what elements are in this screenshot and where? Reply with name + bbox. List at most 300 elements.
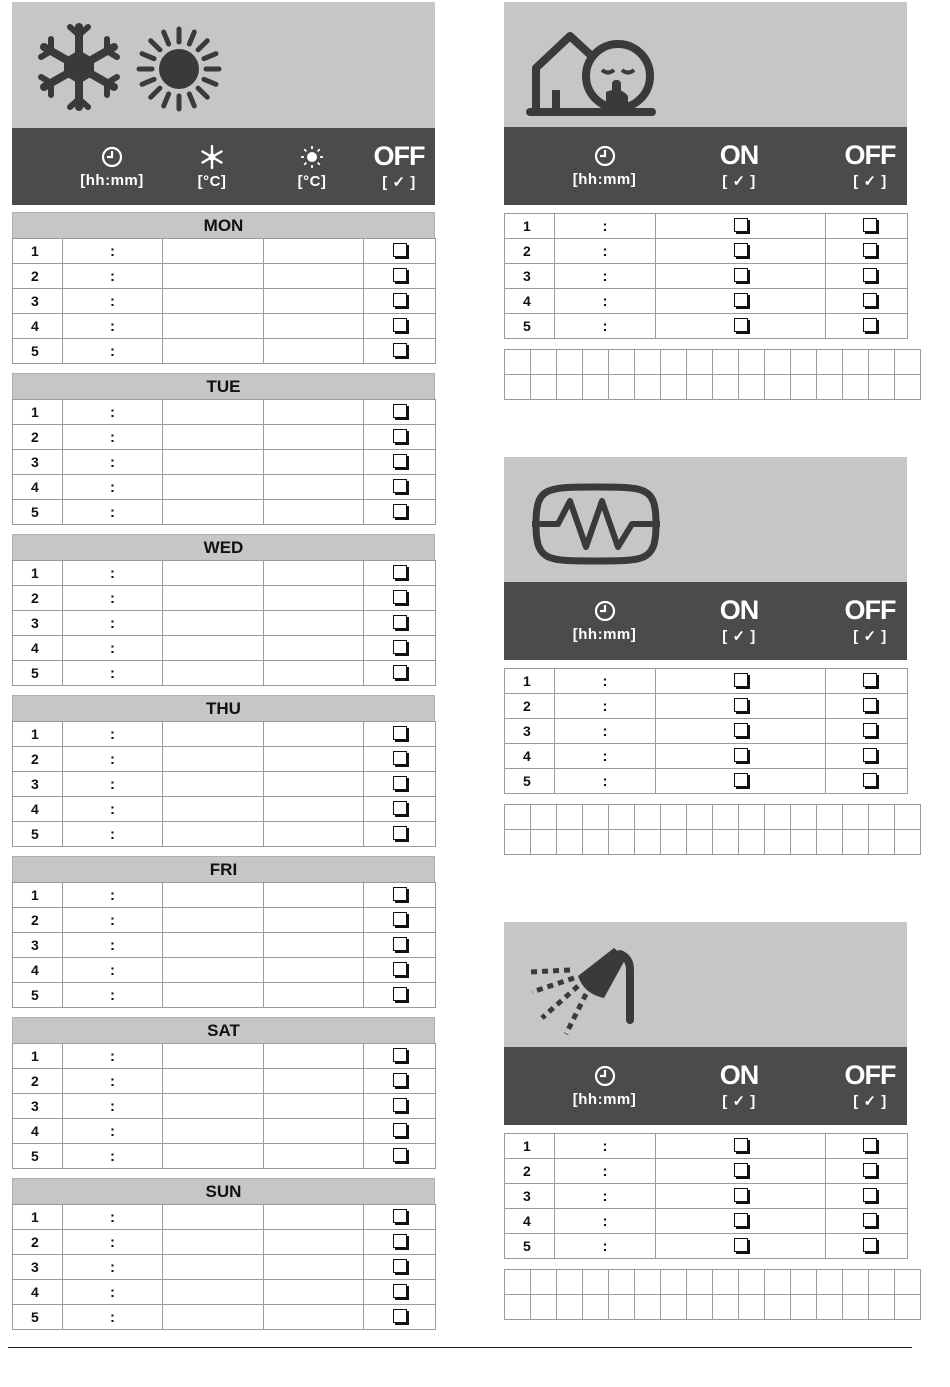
code-cell[interactable] <box>713 375 739 400</box>
time-input[interactable] <box>63 1255 163 1280</box>
day-label: THU <box>206 699 241 718</box>
code-cell[interactable] <box>869 1295 895 1320</box>
off-checkbox[interactable] <box>863 1188 877 1202</box>
code-cell[interactable] <box>635 830 661 855</box>
cool-temp-input[interactable] <box>163 661 264 686</box>
cool-temp-input[interactable] <box>163 1305 264 1330</box>
cool-temp-input[interactable] <box>163 772 264 797</box>
cool-temp-input[interactable] <box>163 425 264 450</box>
code-cell[interactable] <box>687 830 713 855</box>
cool-temp-input[interactable] <box>163 1144 264 1169</box>
off-checkbox[interactable] <box>393 1148 407 1162</box>
off-checkbox[interactable] <box>393 1098 407 1112</box>
heat-temp-input[interactable] <box>264 314 364 339</box>
code-cell[interactable] <box>791 1270 817 1295</box>
off-checkbox[interactable] <box>393 479 407 493</box>
time-input[interactable] <box>63 772 163 797</box>
cool-temp-input[interactable] <box>163 264 264 289</box>
on-checkbox[interactable] <box>734 243 748 257</box>
code-cell[interactable] <box>531 830 557 855</box>
on-checkbox[interactable] <box>734 723 748 737</box>
heat-temp-input[interactable] <box>264 933 364 958</box>
heat-temp-input[interactable] <box>264 611 364 636</box>
heat-temp-input[interactable] <box>264 908 364 933</box>
code-cell[interactable] <box>505 805 531 830</box>
cool-temp-input[interactable] <box>163 1205 264 1230</box>
off-cell <box>826 239 908 264</box>
off-checkbox[interactable] <box>393 665 407 679</box>
code-cell[interactable] <box>687 1295 713 1320</box>
time-input[interactable] <box>63 661 163 686</box>
code-cell[interactable] <box>557 350 583 375</box>
off-checkbox[interactable] <box>863 723 877 737</box>
code-cell[interactable] <box>843 350 869 375</box>
heat-temp-input[interactable] <box>264 636 364 661</box>
code-cell[interactable] <box>635 350 661 375</box>
code-cell[interactable] <box>791 805 817 830</box>
time-input[interactable] <box>63 797 163 822</box>
cool-temp-input[interactable] <box>163 239 264 264</box>
heat-temp-input[interactable] <box>264 1069 364 1094</box>
code-cell[interactable] <box>557 1270 583 1295</box>
off-checkbox[interactable] <box>393 726 407 740</box>
cool-temp-input[interactable] <box>163 908 264 933</box>
time-input[interactable] <box>555 1159 656 1184</box>
off-checkbox[interactable] <box>393 590 407 604</box>
code-cell[interactable] <box>895 350 921 375</box>
on-checkbox[interactable] <box>734 293 748 307</box>
time-input[interactable] <box>63 1119 163 1144</box>
time-input[interactable] <box>63 722 163 747</box>
on-checkbox[interactable] <box>734 218 748 232</box>
on-checkbox[interactable] <box>734 673 748 687</box>
time-input[interactable] <box>555 214 656 239</box>
heat-temp-input[interactable] <box>264 722 364 747</box>
off-checkbox[interactable] <box>393 937 407 951</box>
cool-temp-input[interactable] <box>163 1280 264 1305</box>
time-input[interactable] <box>63 339 163 364</box>
heat-temp-input[interactable] <box>264 561 364 586</box>
time-input[interactable] <box>555 1234 656 1259</box>
code-cell[interactable] <box>869 350 895 375</box>
code-cell[interactable] <box>609 1270 635 1295</box>
on-checkbox[interactable] <box>734 1188 748 1202</box>
code-cell[interactable] <box>583 375 609 400</box>
off-checkbox[interactable] <box>393 826 407 840</box>
heat-temp-input[interactable] <box>264 1119 364 1144</box>
time-input[interactable] <box>555 1134 656 1159</box>
time-input[interactable] <box>63 239 163 264</box>
time-input[interactable] <box>63 425 163 450</box>
code-cell[interactable] <box>843 1295 869 1320</box>
code-cell[interactable] <box>531 805 557 830</box>
code-cell[interactable] <box>583 350 609 375</box>
code-cell[interactable] <box>739 1270 765 1295</box>
code-cell[interactable] <box>531 1270 557 1295</box>
code-cell[interactable] <box>843 1270 869 1295</box>
cool-temp-input[interactable] <box>163 1044 264 1069</box>
heat-temp-input[interactable] <box>264 586 364 611</box>
code-cell[interactable] <box>661 350 687 375</box>
code-cell[interactable] <box>869 805 895 830</box>
heat-temp-input[interactable] <box>264 983 364 1008</box>
code-cell[interactable] <box>791 1295 817 1320</box>
off-checkbox[interactable] <box>393 962 407 976</box>
on-checkbox[interactable] <box>734 748 748 762</box>
code-cell[interactable] <box>609 350 635 375</box>
heat-temp-input[interactable] <box>264 1280 364 1305</box>
off-checkbox[interactable] <box>393 912 407 926</box>
off-cell <box>364 450 436 475</box>
time-input[interactable] <box>63 314 163 339</box>
code-cell[interactable] <box>661 805 687 830</box>
off-checkbox[interactable] <box>393 615 407 629</box>
heat-temp-input[interactable] <box>264 475 364 500</box>
heat-temp-input[interactable] <box>264 772 364 797</box>
off-checkbox[interactable] <box>863 748 877 762</box>
code-cell[interactable] <box>791 375 817 400</box>
time-input[interactable] <box>63 1094 163 1119</box>
off-checkbox[interactable] <box>393 1234 407 1248</box>
cool-temp-input[interactable] <box>163 1230 264 1255</box>
code-cell[interactable] <box>869 830 895 855</box>
cool-temp-input[interactable] <box>163 933 264 958</box>
code-cell[interactable] <box>609 375 635 400</box>
time-input[interactable] <box>63 586 163 611</box>
cool-temp-input[interactable] <box>163 797 264 822</box>
code-cell[interactable] <box>687 350 713 375</box>
cool-temp-input[interactable] <box>163 586 264 611</box>
code-cell[interactable] <box>895 830 921 855</box>
on-checkbox[interactable] <box>734 1238 748 1252</box>
off-checkbox[interactable] <box>863 243 877 257</box>
time-input[interactable] <box>63 1205 163 1230</box>
code-cell[interactable] <box>583 830 609 855</box>
cool-temp-input[interactable] <box>163 958 264 983</box>
code-cell[interactable] <box>765 350 791 375</box>
time-input[interactable] <box>555 669 656 694</box>
time-input[interactable] <box>63 636 163 661</box>
off-checkbox[interactable] <box>863 1163 877 1177</box>
off-checkbox[interactable] <box>393 776 407 790</box>
time-input[interactable] <box>63 1280 163 1305</box>
code-cell[interactable] <box>713 830 739 855</box>
off-checkbox[interactable] <box>393 565 407 579</box>
off-checkbox[interactable] <box>393 1209 407 1223</box>
cool-temp-input[interactable] <box>163 1069 264 1094</box>
code-cell[interactable] <box>895 805 921 830</box>
heat-temp-input[interactable] <box>264 425 364 450</box>
left-header-band <box>12 128 435 205</box>
on-cell <box>656 744 826 769</box>
code-cell[interactable] <box>505 350 531 375</box>
off-checkbox[interactable] <box>393 268 407 282</box>
code-cell[interactable] <box>661 1270 687 1295</box>
off-checkbox[interactable] <box>393 404 407 418</box>
off-checkbox[interactable] <box>863 698 877 712</box>
code-cell[interactable] <box>531 375 557 400</box>
row-number: 4 <box>13 1280 63 1305</box>
code-cell[interactable] <box>739 350 765 375</box>
code-cell[interactable] <box>635 805 661 830</box>
schedule-row <box>13 747 436 772</box>
heat-temp-input[interactable] <box>264 797 364 822</box>
schedule-row <box>13 958 436 983</box>
code-cell[interactable] <box>687 375 713 400</box>
code-cell[interactable] <box>791 830 817 855</box>
code-cell[interactable] <box>531 1295 557 1320</box>
code-cell[interactable] <box>635 1270 661 1295</box>
code-cell[interactable] <box>869 375 895 400</box>
row-number: 1 <box>13 1044 63 1069</box>
code-cell[interactable] <box>765 1270 791 1295</box>
code-cell[interactable] <box>895 1270 921 1295</box>
time-input[interactable] <box>63 747 163 772</box>
code-cell[interactable] <box>765 1295 791 1320</box>
heat-temp-input[interactable] <box>264 747 364 772</box>
time-input[interactable] <box>63 958 163 983</box>
off-checkbox[interactable] <box>393 1284 407 1298</box>
heat-temp-input[interactable] <box>264 339 364 364</box>
heat-temp-input[interactable] <box>264 1094 364 1119</box>
time-input[interactable] <box>555 769 656 794</box>
on-checkbox[interactable] <box>734 1138 748 1152</box>
heat-temp-input[interactable] <box>264 1205 364 1230</box>
heat-temp-input[interactable] <box>264 1305 364 1330</box>
time-input[interactable] <box>63 289 163 314</box>
code-cell[interactable] <box>661 375 687 400</box>
time-input[interactable] <box>63 264 163 289</box>
code-cell[interactable] <box>843 830 869 855</box>
time-input[interactable] <box>63 475 163 500</box>
off-checkbox[interactable] <box>393 1048 407 1062</box>
code-cell[interactable] <box>635 1295 661 1320</box>
code-cell[interactable] <box>817 375 843 400</box>
time-input[interactable] <box>555 314 656 339</box>
time-input[interactable] <box>63 1069 163 1094</box>
code-cell[interactable] <box>505 375 531 400</box>
row-number: 3 <box>505 264 555 289</box>
off-checkbox[interactable] <box>393 504 407 518</box>
code-cell[interactable] <box>791 350 817 375</box>
time-input[interactable] <box>63 611 163 636</box>
cool-temp-input[interactable] <box>163 1119 264 1144</box>
off-checkbox[interactable] <box>393 801 407 815</box>
on-cell <box>656 264 826 289</box>
heat-temp-input[interactable] <box>264 1144 364 1169</box>
code-cell[interactable] <box>817 830 843 855</box>
code-cell[interactable] <box>713 1295 739 1320</box>
code-cell[interactable] <box>583 1270 609 1295</box>
code-cell[interactable] <box>557 805 583 830</box>
code-cell[interactable] <box>843 805 869 830</box>
code-cell[interactable] <box>557 375 583 400</box>
time-input[interactable] <box>63 400 163 425</box>
code-cell[interactable] <box>765 805 791 830</box>
code-cell[interactable] <box>583 1295 609 1320</box>
off-checkbox[interactable] <box>393 1073 407 1087</box>
heat-temp-input[interactable] <box>264 450 364 475</box>
code-cell[interactable] <box>843 375 869 400</box>
code-cell[interactable] <box>817 1295 843 1320</box>
cool-temp-input[interactable] <box>163 983 264 1008</box>
code-cell[interactable] <box>557 830 583 855</box>
time-input[interactable] <box>555 264 656 289</box>
on-checkbox[interactable] <box>734 698 748 712</box>
code-cell[interactable] <box>713 350 739 375</box>
heat-temp-input[interactable] <box>264 1230 364 1255</box>
off-checkbox[interactable] <box>393 454 407 468</box>
time-input[interactable] <box>555 1209 656 1234</box>
time-input[interactable] <box>63 883 163 908</box>
code-cell[interactable] <box>895 375 921 400</box>
code-cell[interactable] <box>895 1295 921 1320</box>
code-cell[interactable] <box>609 805 635 830</box>
code-cell[interactable] <box>765 375 791 400</box>
time-input[interactable] <box>555 239 656 264</box>
code-cell[interactable] <box>531 350 557 375</box>
schedule-row <box>13 1205 436 1230</box>
code-cell[interactable] <box>713 805 739 830</box>
code-cell[interactable] <box>687 805 713 830</box>
off-checkbox[interactable] <box>393 640 407 654</box>
cool-temp-input[interactable] <box>163 289 264 314</box>
heat-temp-input[interactable] <box>264 264 364 289</box>
on-checkbox[interactable] <box>734 318 748 332</box>
off-checkbox[interactable] <box>393 887 407 901</box>
time-input[interactable] <box>555 1184 656 1209</box>
off-checkbox[interactable] <box>393 293 407 307</box>
cool-temp-input[interactable] <box>163 450 264 475</box>
cool-temp-input[interactable] <box>163 611 264 636</box>
time-input[interactable] <box>63 933 163 958</box>
off-checkbox[interactable] <box>863 1238 877 1252</box>
cool-temp-input[interactable] <box>163 314 264 339</box>
cool-temp-input[interactable] <box>163 475 264 500</box>
off-checkbox[interactable] <box>393 243 407 257</box>
off-checkbox[interactable] <box>863 218 877 232</box>
time-input[interactable] <box>555 694 656 719</box>
off-checkbox[interactable] <box>393 1123 407 1137</box>
code-cell[interactable] <box>583 805 609 830</box>
heat-temp-input[interactable] <box>264 822 364 847</box>
code-cell[interactable] <box>765 830 791 855</box>
code-cell[interactable] <box>609 830 635 855</box>
cool-temp-input[interactable] <box>163 1094 264 1119</box>
code-cell[interactable] <box>817 805 843 830</box>
cool-temp-input[interactable] <box>163 883 264 908</box>
code-cell[interactable] <box>687 1270 713 1295</box>
off-checkbox[interactable] <box>393 1259 407 1273</box>
time-input[interactable] <box>63 500 163 525</box>
row-number: 1 <box>13 561 63 586</box>
heat-temp-input[interactable] <box>264 400 364 425</box>
cool-temp-input[interactable] <box>163 1255 264 1280</box>
off-checkbox[interactable] <box>393 429 407 443</box>
heat-temp-input[interactable] <box>264 661 364 686</box>
cool-temp-input[interactable] <box>163 747 264 772</box>
off-checkbox[interactable] <box>863 773 877 787</box>
time-input[interactable] <box>63 450 163 475</box>
heat-temp-input[interactable] <box>264 1044 364 1069</box>
code-cell[interactable] <box>505 1295 531 1320</box>
off-checkbox[interactable] <box>863 1213 877 1227</box>
code-cell[interactable] <box>661 1295 687 1320</box>
cool-temp-input[interactable] <box>163 561 264 586</box>
code-cell[interactable] <box>817 350 843 375</box>
off-checkbox[interactable] <box>393 343 407 357</box>
on-checkbox[interactable] <box>734 1163 748 1177</box>
time-input[interactable] <box>63 983 163 1008</box>
off-checkbox[interactable] <box>863 268 877 282</box>
time-separator: : <box>110 664 115 682</box>
off-checkbox[interactable] <box>863 318 877 332</box>
code-cell[interactable] <box>635 375 661 400</box>
heat-temp-input[interactable] <box>264 500 364 525</box>
off-checkbox[interactable] <box>393 318 407 332</box>
code-cell[interactable] <box>661 830 687 855</box>
time-input[interactable] <box>63 908 163 933</box>
on-checkbox[interactable] <box>734 268 748 282</box>
on-checkbox[interactable] <box>734 773 748 787</box>
time-input[interactable] <box>555 719 656 744</box>
heat-temp-input[interactable] <box>264 883 364 908</box>
time-input[interactable] <box>555 289 656 314</box>
code-cell[interactable] <box>557 1295 583 1320</box>
day-header-6 <box>12 1178 435 1205</box>
code-cell[interactable] <box>739 805 765 830</box>
off-checkbox[interactable] <box>393 751 407 765</box>
code-cell[interactable] <box>609 1295 635 1320</box>
on-checkbox[interactable] <box>734 1213 748 1227</box>
code-cell[interactable] <box>505 830 531 855</box>
time-input[interactable] <box>63 561 163 586</box>
time-input[interactable] <box>63 1305 163 1330</box>
row-number: 3 <box>13 1255 63 1280</box>
heat-temp-input[interactable] <box>264 239 364 264</box>
time-input[interactable] <box>63 822 163 847</box>
cool-temp-input[interactable] <box>163 722 264 747</box>
code-cell[interactable] <box>739 1295 765 1320</box>
off-checkbox[interactable] <box>863 673 877 687</box>
cool-temp-input[interactable] <box>163 500 264 525</box>
heat-temp-input[interactable] <box>264 1255 364 1280</box>
off-checkbox[interactable] <box>393 1309 407 1323</box>
off-checkbox[interactable] <box>863 1138 877 1152</box>
code-cell[interactable] <box>505 1270 531 1295</box>
heat-temp-input[interactable] <box>264 958 364 983</box>
time-input[interactable] <box>63 1230 163 1255</box>
time-input[interactable] <box>63 1044 163 1069</box>
off-checkbox[interactable] <box>863 293 877 307</box>
code-cell[interactable] <box>739 375 765 400</box>
time-input[interactable] <box>63 1144 163 1169</box>
code-cell[interactable] <box>817 1270 843 1295</box>
cool-temp-input[interactable] <box>163 400 264 425</box>
time-input[interactable] <box>555 744 656 769</box>
off-checkbox[interactable] <box>393 987 407 1001</box>
code-cell[interactable] <box>739 830 765 855</box>
off-cell <box>364 1230 436 1255</box>
cool-temp-input[interactable] <box>163 822 264 847</box>
cool-temp-input[interactable] <box>163 636 264 661</box>
code-cell[interactable] <box>869 1270 895 1295</box>
heat-temp-input[interactable] <box>264 289 364 314</box>
code-cell[interactable] <box>713 1270 739 1295</box>
row-number: 5 <box>505 314 555 339</box>
off-cell <box>826 694 908 719</box>
cool-temp-input[interactable] <box>163 339 264 364</box>
